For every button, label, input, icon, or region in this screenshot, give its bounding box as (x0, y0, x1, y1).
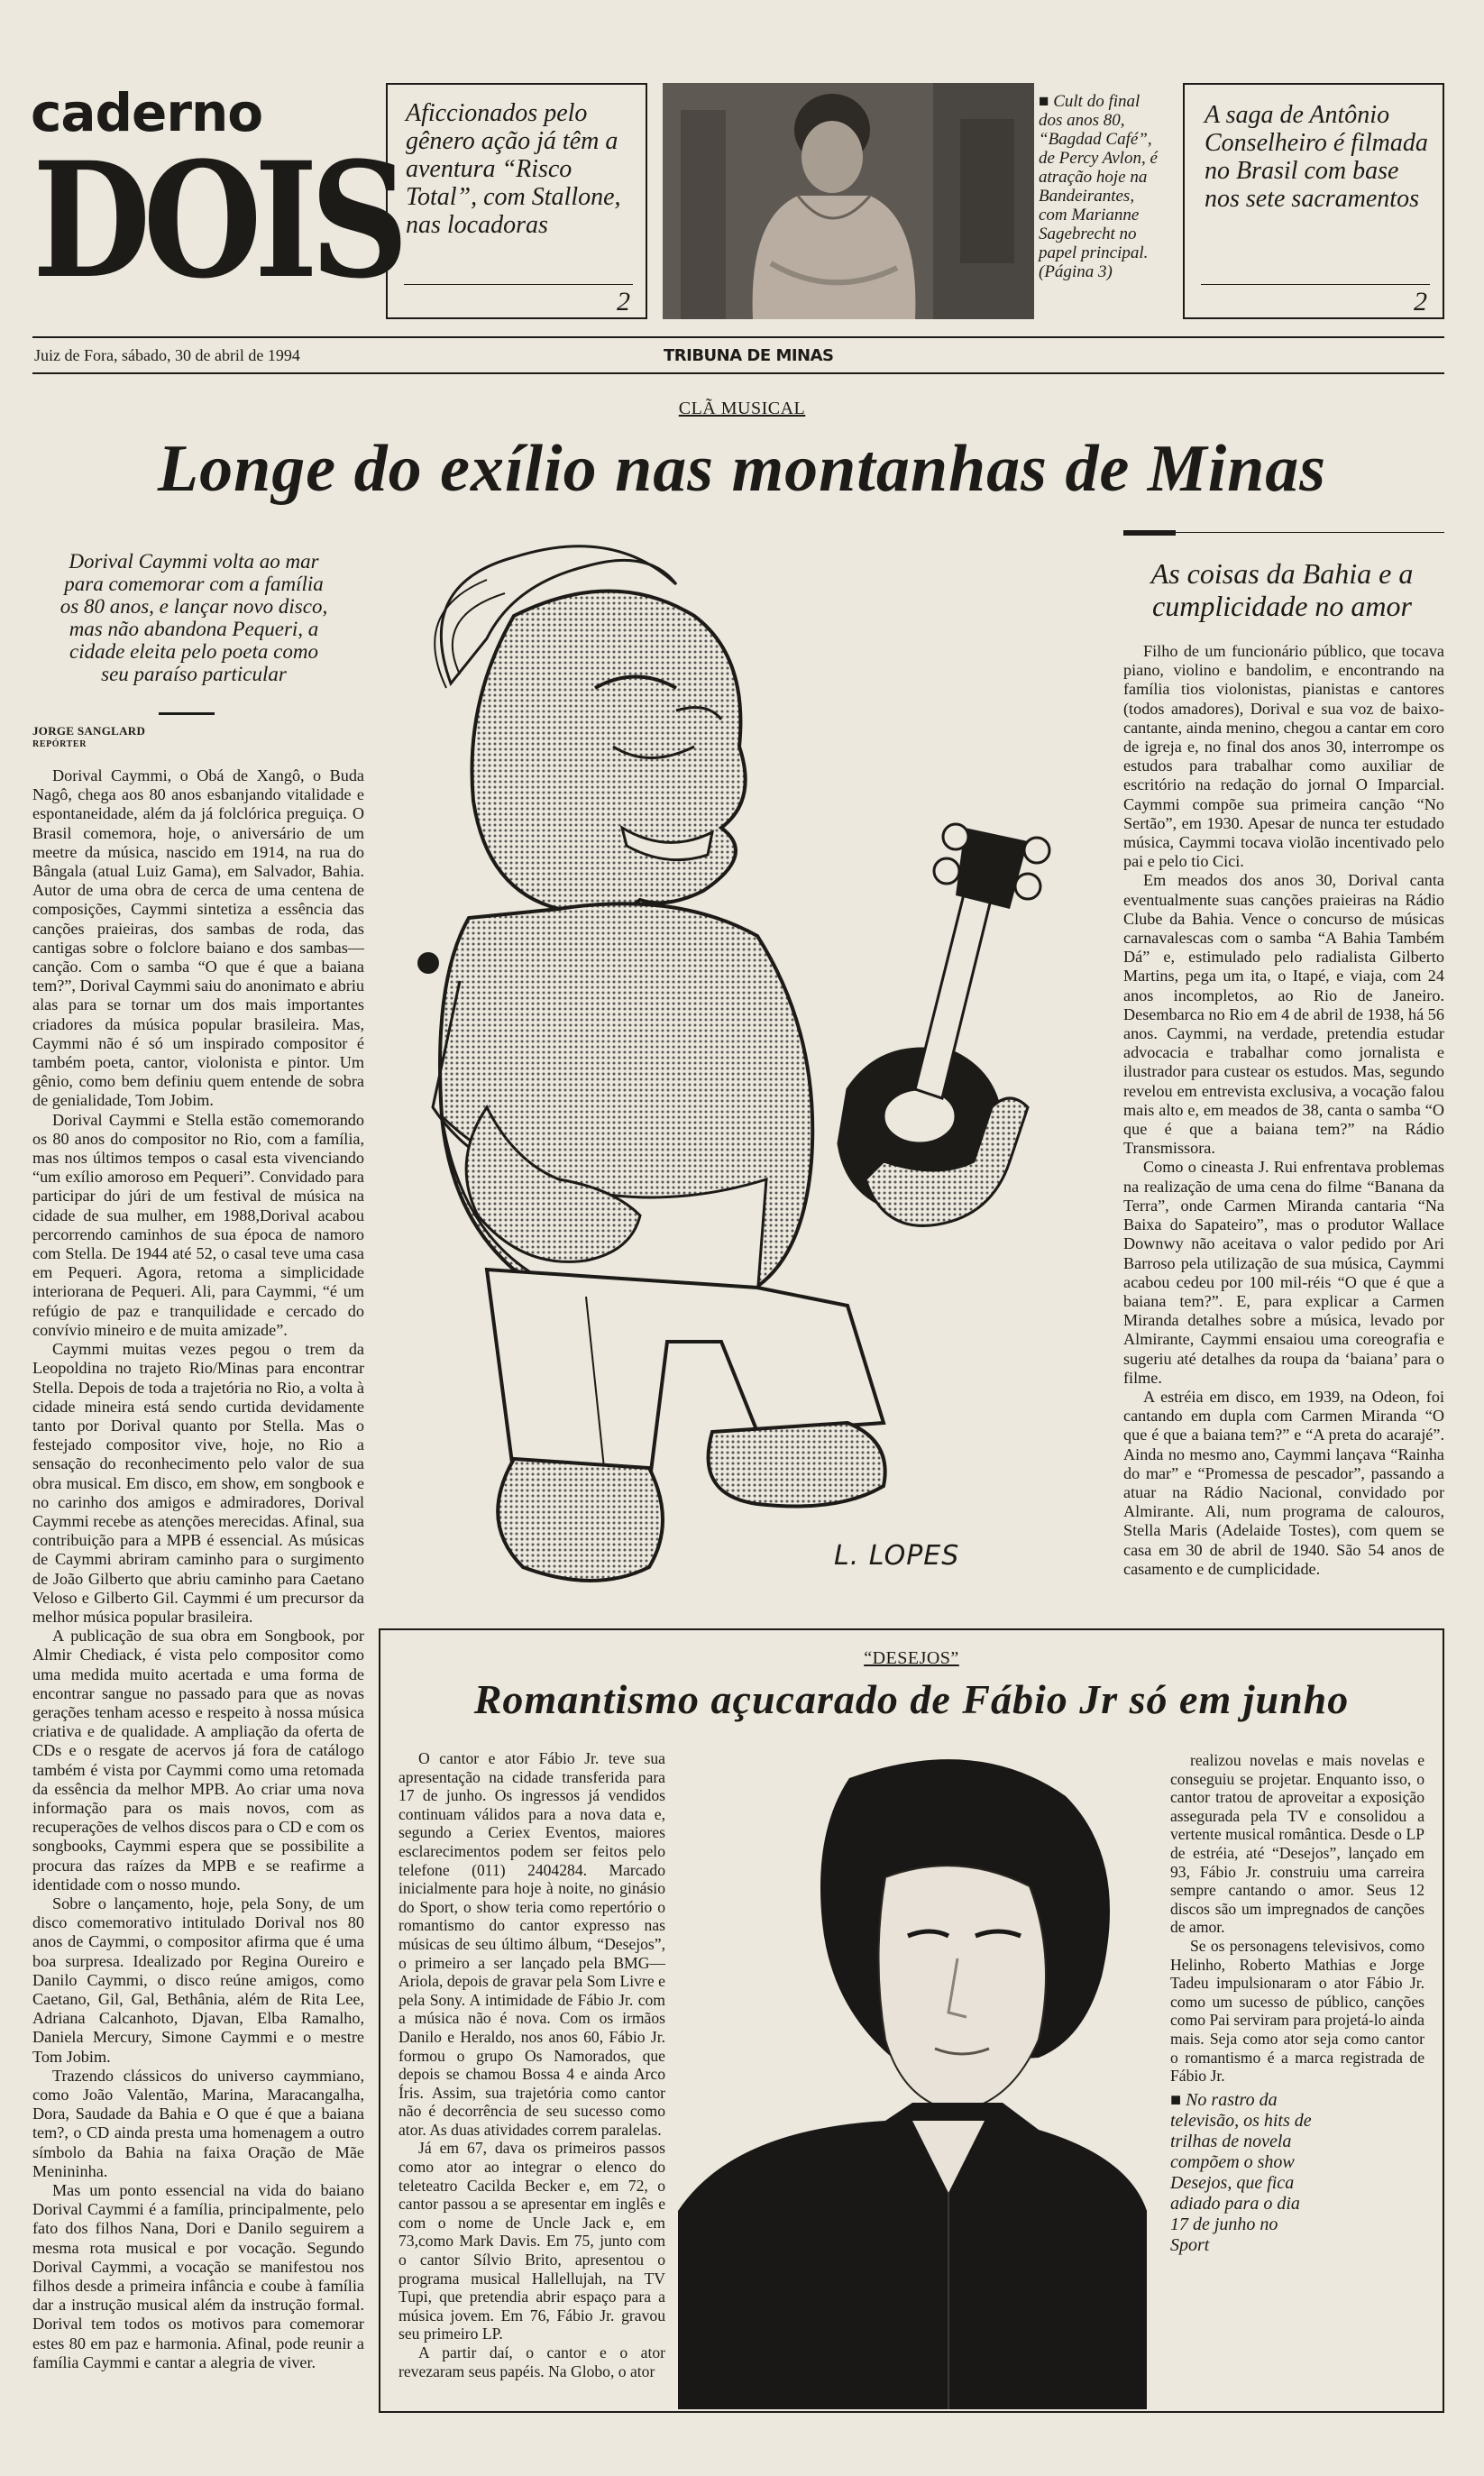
paragraph: Filho de um funcionário público, que tocava piano, violino e bandolim, e encontrando na família tios violonistas, pianistas e cantores (todos amadores), Dorival e sua voz de baixo-cantante, ainda menino, chegou a cantar em coro de igreja e, no final dos anos 30, interrompe os estudos para trabalhar como auxiliar de escritório na redação do jornal O Imparcial. Caymmi compõe sua primeira canção “No Sertão”, em 1930. Apesar de nunca ter estudado música, Caymmi tocava violão incentivado pelo pai e pelo tio Cici. (1123, 642, 1444, 871)
paragraph: Caymmi muitas vezes pegou o trem da Leopoldina no trajeto Rio/Minas para encontrar Stella. Depois de toda a trajetória no Rio, a volta à cidade mineira está sendo curtida devidamente tanto por Dorival quanto por Stella. Mas o festejado compositor vive, hoje, no Rio a sensação do reconhecimento pelo valor de sua obra musical. Em disco, em show, em songbook e no carinho dos amigos e admiradores, Dorival Caymmi recebe as atenções merecidas. Afinal, sua contribuição para a MPB é essencial. As músicas de Caymmi abriram caminho para o surgimento de João Gilberto que abriu caminho para Caetano Veloso e Gilberto Gil. Caymmi é um precursor da melhor música popular brasileira. (32, 1340, 364, 1626)
paragraph: Dorival Caymmi e Stella estão comemorando os 80 anos do compositor no Rio, com a família, mas nos últimos tempos o casal esta vivenciando “um exílio amoroso em Pequeri”. Convidado para participar do júri de um festival de música na cidade de sua mulher, em 1988,Dorival acabou percorrendo caminhos de sua época de namoro com Stella. De 1944 até 52, o casal teve uma casa em Pequeri. Agora, retoma a simplicidade interiorana de Pequeri. Ali, para Caymmi, “é um refúgio de paz e tranquilidade e cercado do convívio mineiro e de muita amizade”. (32, 1110, 364, 1339)
fabio-kicker: “DESEJOS” (864, 1648, 959, 1668)
byline-role: REPÓRTER (32, 739, 87, 749)
paragraph: A estréia em disco, em 1939, na Odeon, foi cantando em dupla com Carmen Miranda “O que é que a baiana tem?” e “A preta do acarajé”. Ainda no mesmo ano, Caymmi lançava “Rainha do mar” e “Promessa de pescador”, passando a atuar na Rádio Nacional, convidado por Almirante. Ali, num programa de calouros, Stella Maris (Adelaide Tostes), com quem se casa em 30 de abril de 1940. São 54 anos de casamento e de cumplicidade. (1123, 1387, 1444, 1578)
brand-caderno: caderno (31, 82, 263, 143)
fabio-jr-portrait (678, 1742, 1147, 2409)
paragraph: A publicação de sua obra em Songbook, por Almir Chediack, é vista pelo compositor como uma medida muito acertada e uma forma de encontrar sangue no passado para que as novas gerações tenham acesso e respeito à nossa música criativa e de qualidade. A ampliação da oferta de CDs e o resgate de acervos já fora de catálogo também é vista por Caymmi como uma retomada da essência da melhor MPB. Ao criar uma nova informação para os mais novos, com as recuperações de velhos discos para o CD e com os songbooks, Caymmi espera que se possibilite a procura das raízes da MPB e se reafirme a identidade com o nosso mundo. (32, 1627, 364, 1894)
paragraph: Se os personagens televisivos, como Helinho, Roberto Mathias e Jorge Tadeu impulsionaram o ator Fábio Jr. como um sucesso de público, canções como Pai serviram para projetá-lo ainda mais. Seja como ator seja como cantor o romantismo é a marca registrada de Fábio Jr. (1170, 1936, 1424, 2086)
masthead-rule-top (32, 336, 1444, 338)
paragraph: Trazendo clássicos do universo caymmiano, como João Valentão, Marina, Maracangalha, Dora, Saudade da Bahia e O que é que a baiana tem?, o CD ainda presta uma homenagem a outro símbolo da Bahia na faixa Oração de Mãe Menininha. (32, 2066, 364, 2180)
fabio-headline: Romantismo açucarado de Fábio Jr só em junho (473, 1676, 1350, 1722)
side-story-body (1123, 642, 1444, 1579)
illustrator-signature: L. LOPES (834, 1540, 960, 1572)
paragraph: Já em 67, dava os primeiros passos como ator ao integrar o elenco do teleteatro Cacilda Becker e, em 72, o cantor passou a se apresentar em inglês e com o nome de Uncle Jack e, em 73,como Mark Davis. Em 75, junto com o cantor Sílvio Brito, apresentou o programa musical Hallellujah, na TV Tupi, que pretendia abrir espaço para a música jovem. Em 76, Fábio Jr. gravou seu primeiro LP. (398, 2139, 665, 2343)
paragraph: Dorival Caymmi, o Obá de Xangô, o Buda Nagô, chega aos 80 anos esbanjando vitalidade e espontaneidade, além da já folclórica preguiça. O Brasil comemora, hoje, o aniversário de um meetre da música, nascido em 1914, na rua do Bângala (atual Luiz Gama), em Salvador, Bahia. Autor de uma obra de cerca de uma centena de composições, Caymmi sintetiza a essência das canções praieiras, dos sambas de roda, das cantigas sobre o folclore baiano e dos sambas—canção. Com o samba “O que é que a baiana tem?”, Dorival Caymmi saiu do anonimato e abriu alas para se tornar um dos mais importantes criadores da música popular brasileira. Mas, Caymmi não é só um inspirado compositor é também poeta, cantor, violonista e pintor. Um gênio, como bem definiu quem entende de sobra de genialidade, Tom Jobim. (32, 766, 364, 1110)
main-headline: Longe do exílio nas montanhas de Minas (157, 432, 1327, 506)
paragraph: Mas um ponto essencial na vida do baiano Dorival Caymmi é a família, principalmente, pelo fato dos filhos Nana, Dori e Danilo seguirem a mesma rota musical e por vocação. Segundo Dorival Caymmi, a vocação se manifestou nos filhos desde a primeira infância e coube à família dar a instrução musical além da instrução formal. Dorival tem todos os motivos para comemorar estes 80 em paz e harmonia. Afinal, pode reunir a família Caymmi e cantar a alegria de viver. (32, 2181, 364, 2371)
brand-dois: DOIS (32, 127, 401, 314)
bagdad-cafe-photo (663, 83, 1034, 319)
main-kicker: CLÃ MUSICAL (678, 399, 806, 418)
fabio-story-box (379, 1628, 1444, 2413)
teaser-box-left[interactable] (386, 83, 647, 319)
teaser-box-right[interactable] (1183, 83, 1444, 319)
paragraph: O cantor e ator Fábio Jr. teve sua apresentação na cidade transferida para 17 de junho. Os ingressos já vendidos continuam válidos para a nova data e, segundo a Ceriex Eventos, maiores esclarecimentos podem ser feitos pelo telefone (011) 2404284. Marcado inicialmente para hoje à noite, no ginásio do Sport, o show teria como repertório o romantismo do cantor expresso nas músicas de seu último álbum, “Desejos”, o primeiro a ser lançado pela BMG—Ariola, depois de gravar pela Som Livre e pela Sony. A intimidade de Fábio Jr. com a música não é nova. Com os irmãos Danilo e Heraldo, nos anos 60, Fábio Jr. formou o grupo Os Namorados, que depois se chamou Bossa 4 e ainda Arco Íris. Assim, sua trajetória como cantor não é decorrência de seu sucesso como ator. As duas atividades correm paralelas. (398, 1749, 665, 2139)
main-subhead: Dorival Caymmi volta ao mar para comemorar com a família os 80 anos, e lançar novo disco, mas não abandona Pequeri, a cidade eleita pelo poeta como seu paraíso particular (60, 550, 328, 685)
paragraph: A partir daí, o cantor e o ator revezaram seus papéis. Na Globo, o ator (398, 2343, 665, 2380)
paragraph: Sobre o lançamento, hoje, pela Sony, de um disco comemorativo intitulado Dorival nos 80 anos de Caymmi, o compositor afirma que é uma boa surpresa. Idealizado por Regina Oureiro e Danilo Caymmi, o disco reúne amigos, como Caetano, Gil, Gal, Bethânia, além de Rita Lee, Adriana Calcanhoto, Djavan, Elba Ramalho, Daniela Mercury, Simone Caymmi e o mestre Tom Jobim. (32, 1894, 364, 2066)
side-story-title: As coisas da Bahia e a cumplicidade no amor (1150, 557, 1414, 622)
side-story-marker (1123, 530, 1176, 536)
fabio-column-right (1170, 1751, 1424, 2086)
fabio-jr-photo (678, 1742, 1147, 2409)
teaser-page-number: 2 (1414, 287, 1427, 316)
side-story-rule (1176, 532, 1444, 533)
caymmi-caricature (379, 530, 1118, 1621)
teaser-page-number: 2 (617, 287, 630, 316)
caricature-drawing (379, 530, 1118, 1621)
masthead-rule-bottom (32, 372, 1444, 374)
fabio-column-left (398, 1749, 665, 2380)
subhead-rule (159, 712, 215, 715)
newspaper-name: TRIBUNA DE MINAS (664, 346, 834, 365)
main-column-left (32, 766, 364, 2372)
teaser-divider (1201, 284, 1430, 285)
photo-caption-bagdad: ■ Cult do final dos anos 80, “Bagdad Café”, de Percy Avlon, é atração hoje na Bandeirantes, com Marianne Sagebrecht no papel principal. (Página 3) (1039, 92, 1158, 281)
woman-photo-illustration (663, 83, 1034, 319)
fabio-photo-caption: ■ No rastro da televisão, os hits de trilhas de novela compõem o show Desejos, que fica adiado para o dia 17 de junho no Sport (1170, 2090, 1312, 2255)
teaser-divider (404, 284, 633, 285)
teaser-text: A saga de Antônio Conselheiro é filmada no Brasil com base nos sete sacramentos (1205, 101, 1428, 213)
paragraph: Como o cineasta J. Rui enfrentava problemas na realização de uma cena do filme “Banana da Terra”, onde Carmen Miranda cantaria “Na Baixa do Sapateiro”, mas o produtor Wallace Downwy não aceitava o valor pedido por Ari Barroso pela utilização de sua música, Caymmi acabou cedeu por 100 mil-réis “O que é que a baiana tem?”. E, para explicar a Carmen Miranda detalhes sobre a música, levado por Almirante, Caymmi ensaiou uma coreografia e sugeriu até detalhes da roupa da ‘baiana’ para o filme. (1123, 1158, 1444, 1387)
paragraph: realizou novelas e mais novelas e conseguiu se projetar. Enquanto isso, o cantor tratou de aproveitar a exposição assegurada pela TV e consolidou a vertente musical romântica. Desde o LP de estréia, até “Desejos”, lançado em 93, Fábio Jr. construiu uma carreira sempre cantando o amor. Seus 12 discos são um impregnados de canções de amor. (1170, 1751, 1424, 1937)
paragraph: Em meados dos anos 30, Dorival canta eventualmente suas canções praieiras na Rádio Clube da Bahia. Vence o concurso de músicas carnavalescas com o samba “A Bahia Também Dá” e, estimulado pelo radialista Gilberto Martins, pega um ita, o Itapé, e viaja, com 24 anos incompletos, ao Rio de Janeiro. Desembarca no Rio em 4 de abril de 1938, há 56 anos. Caymmi, na verdade, pretendia estudar advocacia e trabalhar como jornalista e ilustrador para custear os estudos. Mas, segundo revelou em entrevista exclusiva, a vocação falou mais alto e, em meados de 38, canta o samba “O que é que a baiana tem?” na Rádio Transmissora. (1123, 871, 1444, 1158)
teaser-text: Aficcionados pelo gênero ação já têm a aventura “Risco Total”, com Stallone, nas locadoras (406, 99, 621, 239)
byline-name: JORGE SANGLARD (32, 724, 146, 738)
dateline: Juiz de Fora, sábado, 30 de abril de 1994 (34, 346, 300, 364)
